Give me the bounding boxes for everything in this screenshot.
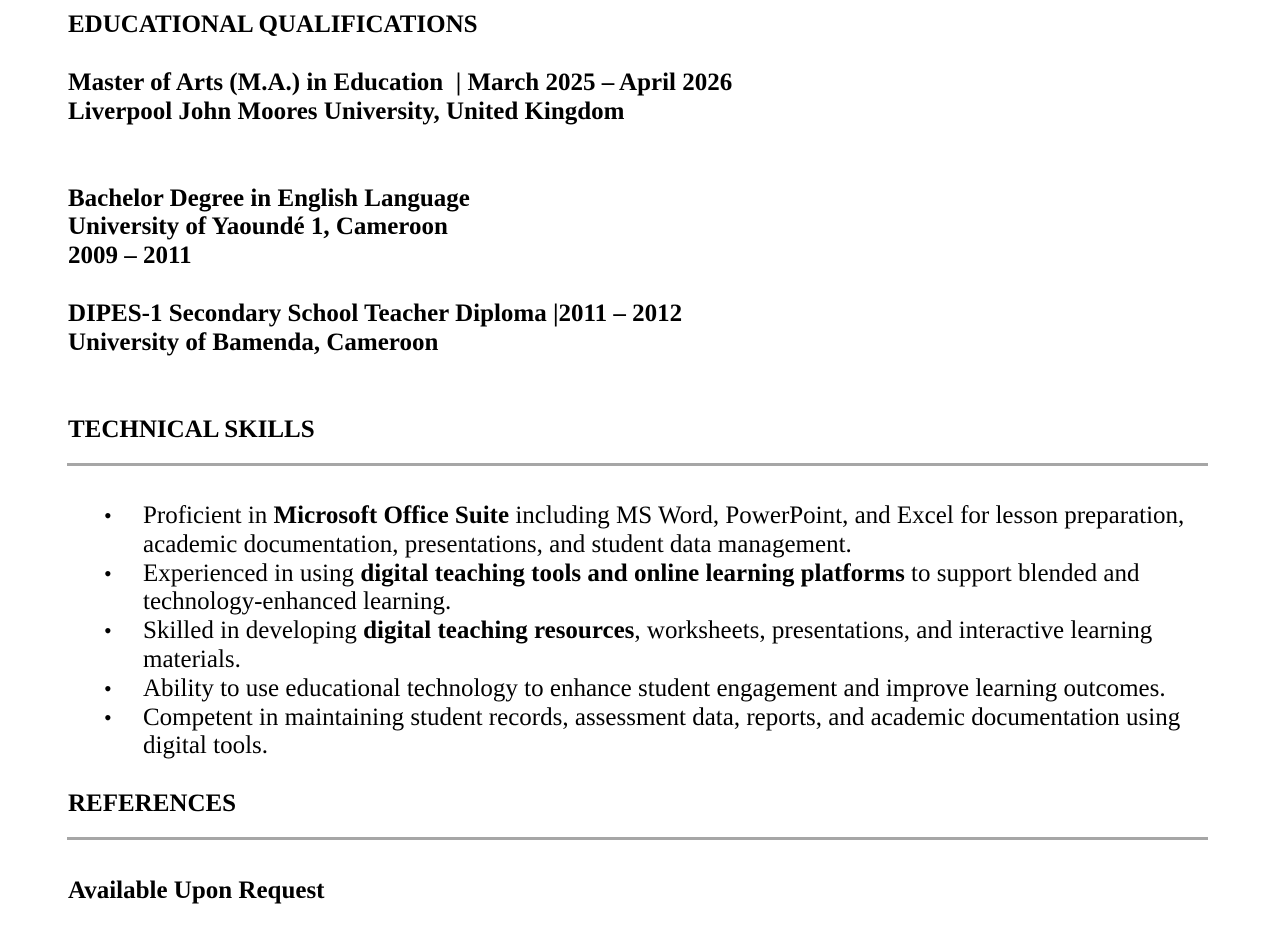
education-entry-3-institution: University of Bamenda, Cameroon bbox=[68, 329, 439, 356]
technical-skills-list bbox=[0, 502, 1275, 761]
bullet-icon: • bbox=[104, 704, 112, 730]
list-item-text: Ability to use educational technology to enhance student engagement and improve learning outcomes. bbox=[143, 674, 1166, 702]
list-item-text: Experienced in using digital teaching tools and online learning platforms to support blended and technology-enhanced learning. bbox=[143, 559, 1140, 616]
education-entry-1-title: Master of Arts (M.A.) in Education | March 2025 – April 2026 bbox=[68, 69, 733, 96]
list-item bbox=[0, 502, 1275, 560]
section-divider bbox=[67, 463, 1208, 466]
education-entry-2-dates: 2009 – 2011 bbox=[68, 242, 192, 269]
list-item bbox=[0, 704, 1275, 762]
references-text: Available Upon Request bbox=[68, 877, 325, 904]
education-entry-2-institution: University of Yaoundé 1, Cameroon bbox=[68, 213, 448, 240]
references-heading: REFERENCES bbox=[68, 790, 237, 817]
list-item bbox=[0, 617, 1275, 675]
education-entry-3-title: DIPES-1 Secondary School Teacher Diploma |2011 – 2012 bbox=[68, 300, 683, 327]
list-item-text: Competent in maintaining student records, assessment data, reports, and academic documentation using digital tools. bbox=[143, 703, 1181, 760]
list-item-text: Skilled in developing digital teaching resources, worksheets, presentations, and interactive learning materials. bbox=[143, 617, 1153, 673]
technical-skills-heading: TECHNICAL SKILLS bbox=[68, 416, 315, 443]
bullet-icon: • bbox=[104, 618, 112, 644]
list-item bbox=[0, 560, 1275, 618]
education-entry-2-title: Bachelor Degree in English Language bbox=[68, 185, 470, 212]
education-entry-1-institution: Liverpool John Moores University, United Kingdom bbox=[68, 98, 625, 125]
list-item bbox=[0, 675, 1275, 704]
bullet-icon: • bbox=[104, 560, 112, 586]
education-heading: EDUCATIONAL QUALIFICATIONS bbox=[68, 11, 478, 38]
bullet-icon: • bbox=[104, 675, 112, 701]
bullet-icon: • bbox=[104, 503, 112, 528]
section-divider bbox=[67, 837, 1208, 840]
list-item-text: Proficient in Microsoft Office Suite including MS Word, PowerPoint, and Excel for lesson preparation, academic documentation, presentations, and student data management. bbox=[143, 502, 1185, 558]
